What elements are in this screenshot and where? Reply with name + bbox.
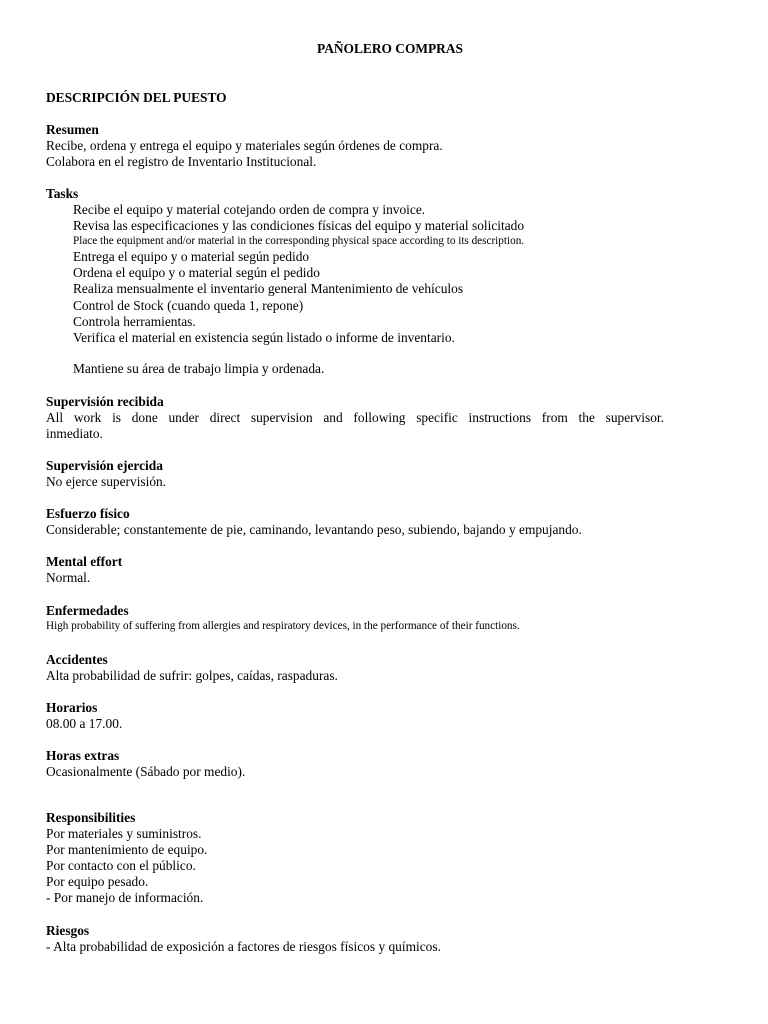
esfuerzo-fisico-section <box>46 506 664 538</box>
supervision-recibida-text-cont: inmediato. <box>46 426 103 442</box>
responsibility-item: - Por manejo de información. <box>46 890 204 906</box>
task-extra: Mantiene su área de trabajo limpia y ordenada. <box>73 361 325 376</box>
horarios-section <box>46 700 664 732</box>
supervision-recibida-section <box>46 394 664 442</box>
task-item: Recibe el equipo y material cotejando orden de compra y invoice. <box>73 202 426 218</box>
horas-extras-text: Ocasionalmente (Sábado por medio). <box>46 764 246 780</box>
responsibility-item: Por equipo pesado. <box>46 874 149 890</box>
responsibility-item: Por materiales y suministros. <box>46 826 202 842</box>
resumen-heading: Resumen <box>46 122 99 137</box>
responsibilities-heading: Responsibilities <box>46 810 136 825</box>
mental-effort-heading: Mental effort <box>46 554 123 569</box>
mental-effort-text: Normal. <box>46 570 91 586</box>
accidentes-text: Alta probabilidad de sufrir: golpes, caídas, raspaduras. <box>46 668 338 684</box>
task-item: Control de Stock (cuando queda 1, repone) <box>73 297 304 313</box>
riesgos-text: - Alta probabilidad de exposición a factores de riesgos físicos y químicos. <box>46 939 441 955</box>
horarios-text: 08.00 a 17.00. <box>46 716 123 732</box>
accidentes-section <box>46 652 664 684</box>
resumen-section <box>46 122 664 170</box>
responsibility-item: Por contacto con el público. <box>46 858 196 874</box>
supervision-recibida-heading: Supervisión recibida <box>46 394 164 409</box>
riesgos-heading: Riesgos <box>46 923 90 938</box>
horas-extras-heading: Horas extras <box>46 748 120 763</box>
enfermedades-section <box>46 603 664 634</box>
responsibilities-section <box>46 810 664 907</box>
riesgos-section <box>46 923 664 955</box>
task-item: Realiza mensualmente el inventario general Mantenimiento de vehículos <box>73 281 464 297</box>
horarios-heading: Horarios <box>46 700 98 715</box>
task-item: Revisa las especificaciones y las condiciones físicas del equipo y material solicitado <box>73 218 525 234</box>
task-item: Verifica el material en existencia según listado o informe de inventario. <box>73 329 455 345</box>
task-item: Entrega el equipo y o material según pedido <box>73 249 310 265</box>
enfermedades-text: High probability of suffering from allergies and respiratory devices, in the performance of their functions. <box>46 620 520 633</box>
accidentes-heading: Accidentes <box>46 652 108 667</box>
mental-effort-section <box>46 554 664 586</box>
task-item: Place the equipment and/or material in the corresponding physical space according to its description. <box>73 235 525 248</box>
horas-extras-section <box>46 748 664 780</box>
description-heading: DESCRIPCIÓN DEL PUESTO <box>46 90 227 105</box>
tasks-section <box>46 186 664 346</box>
task-item: Controla herramientas. <box>73 313 196 329</box>
responsibility-item: Por mantenimiento de equipo. <box>46 842 208 858</box>
enfermedades-heading: Enfermedades <box>46 603 129 618</box>
supervision-ejercida-text: No ejerce supervisión. <box>46 474 167 490</box>
esfuerzo-fisico-text: Considerable; constantemente de pie, caminando, levantando peso, subiendo, bajando y empujando. <box>46 522 582 538</box>
tasks-heading: Tasks <box>46 186 79 201</box>
supervision-ejercida-section <box>46 458 664 490</box>
document-title: PAÑOLERO COMPRAS <box>317 41 463 56</box>
resumen-line: Recibe, ordena y entrega el equipo y materiales según órdenes de compra. <box>46 138 443 154</box>
resumen-line: Colabora en el registro de Inventario Institucional. <box>46 154 317 170</box>
esfuerzo-fisico-heading: Esfuerzo físico <box>46 506 130 521</box>
supervision-recibida-text: All work is done under direct supervision and following specific instructions from the supervisor. <box>46 410 664 426</box>
supervision-ejercida-heading: Supervisión ejercida <box>46 458 163 473</box>
task-item: Ordena el equipo y o material según el pedido <box>73 265 320 281</box>
